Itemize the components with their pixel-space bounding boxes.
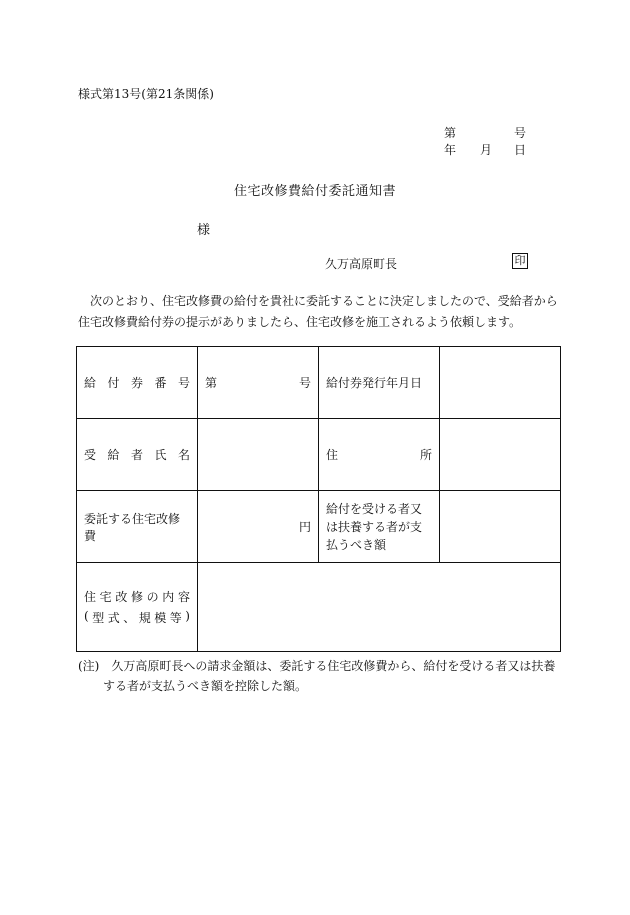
consigned-cost-label: 委託する住宅改修費 — [84, 511, 181, 543]
recipient-payable-cell[interactable] — [440, 491, 561, 563]
content-label-line2: ( 型 式 、 規 模 等 ) — [84, 609, 190, 625]
ticket-number-label-cell — [77, 347, 198, 419]
reference-go-label: 号 — [514, 126, 527, 140]
content-label-cell — [77, 563, 198, 652]
ticket-number-prefix: 第 — [205, 376, 218, 390]
address-cell[interactable] — [440, 419, 561, 491]
issue-date-label-cell — [319, 347, 440, 419]
recipient-payable-label-cell — [319, 491, 440, 563]
table-row — [77, 563, 561, 652]
issue-date-cell[interactable] — [440, 347, 561, 419]
month-label: 月 — [480, 143, 493, 157]
issuer-name: 久万高原町長 — [325, 257, 398, 271]
yen-unit: 円 — [298, 520, 311, 534]
address-label-second: 所 — [419, 448, 432, 462]
body-text: 次のとおり、住宅改修費の給付を貴社に委託することに決定しましたので、受給者から住宅改修費給付券の提示がありましたら、住宅改修を施工されるよう依頼します。 — [78, 294, 558, 329]
consigned-cost-label-cell — [77, 491, 198, 563]
address-label-cell — [319, 419, 440, 491]
ticket-number-cell[interactable] — [198, 347, 319, 419]
note-line-1: (注) 久万高原町長への請求金額は、委託する住宅改修費から、給付を受ける者又は扶養 — [78, 659, 556, 673]
table-row — [77, 419, 561, 491]
note-line-2: する者が支払うべき額を控除した額。 — [103, 679, 308, 693]
seal-mark: 印 — [512, 253, 528, 269]
document-title: 住宅改修費給付委託通知書 — [233, 184, 396, 199]
recipient-name-label-cell — [77, 419, 198, 491]
table-row — [77, 347, 561, 419]
ticket-number-suffix: 号 — [298, 376, 311, 390]
ticket-number-label: 給 付 券 番 号 — [84, 376, 190, 390]
consignment-table — [76, 346, 561, 652]
recipient-name-label: 受 給 者 氏 名 — [84, 448, 190, 462]
day-label: 日 — [514, 143, 527, 157]
address-label-first: 住 — [326, 448, 339, 462]
content-label-line1: 住 宅 改 修 の 内 容 — [84, 590, 190, 604]
content-cell[interactable] — [198, 563, 561, 652]
issue-date-label: 給付券発行年月日 — [326, 376, 423, 390]
reference-no-label: 第 — [444, 126, 457, 140]
consigned-cost-cell[interactable] — [198, 491, 319, 563]
recipient-payable-label: 給付を受ける者又は扶養する者が支払うべき額 — [326, 501, 423, 552]
addressee-suffix: 様 — [197, 223, 211, 238]
recipient-name-cell[interactable] — [198, 419, 319, 491]
year-label: 年 — [444, 143, 457, 157]
table-row — [77, 491, 561, 563]
form-number: 様式第13号(第21条関係) — [78, 87, 214, 101]
